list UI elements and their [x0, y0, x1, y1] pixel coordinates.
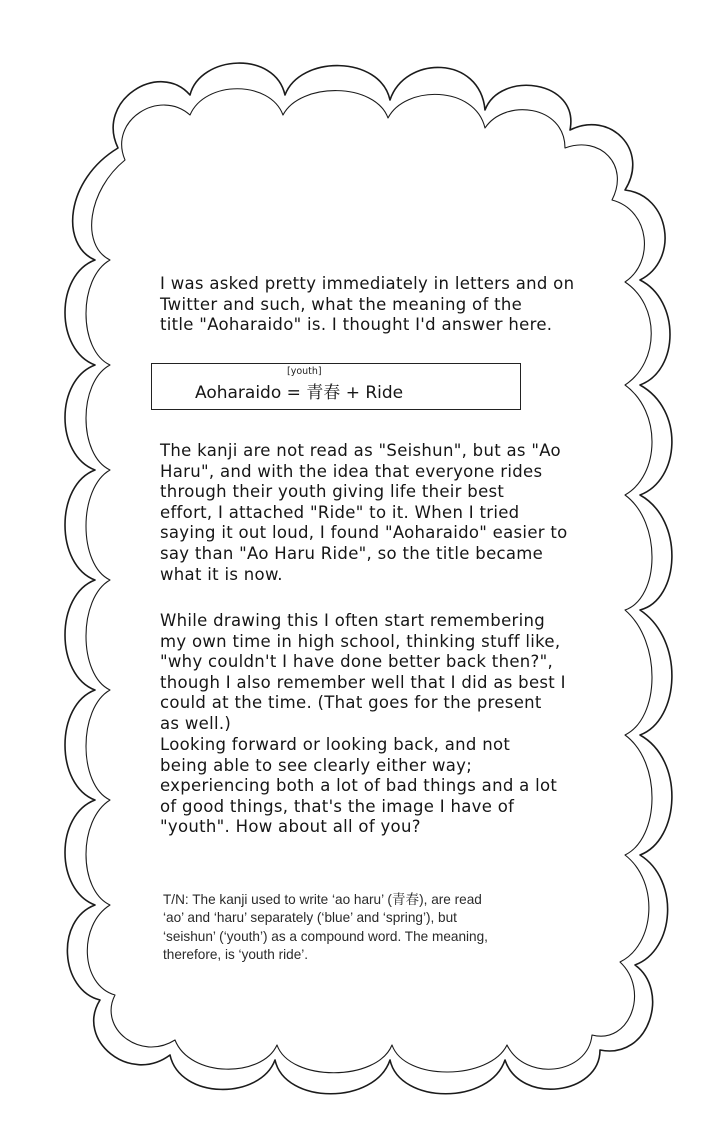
intro-line: title "Aoharaido" is. I thought I'd answer here.: [160, 315, 553, 335]
formula-text: Aoharaido = 青春 + Ride: [195, 383, 404, 403]
intro-line: Twitter and such, what the meaning of the: [160, 294, 523, 314]
explanation-line: saying it out loud, I found "Aoharaido" easier to: [160, 523, 568, 543]
memories-line: as well.): [160, 713, 232, 733]
explanation-line: Haru", and with the idea that everyone rides: [160, 461, 543, 481]
memories-line: though I also remember well that I did as best I: [160, 672, 566, 692]
intro-line: I was asked pretty immediately in letters and on: [160, 274, 575, 293]
explanation-paragraph: [160, 441, 600, 585]
explanation-line: The kanji are not read as "Seishun", but as "Ao: [160, 441, 561, 460]
formula-ruby-annotation: [youth]: [287, 366, 322, 377]
memories-line: While drawing this I often start remembering: [160, 611, 546, 630]
youth-paragraph: [160, 735, 600, 838]
youth-line: of good things, that's the image I have of: [160, 796, 515, 816]
explanation-line: through their youth giving life their best: [160, 482, 505, 502]
explanation-line: say than "Ao Haru Ride", so the title became: [160, 543, 544, 563]
youth-line: Looking forward or looking back, and not: [160, 735, 511, 754]
translator-note-line: ‘seishun’ (‘youth’) as a compound word. The meaning,: [163, 928, 488, 944]
memories-paragraph: [160, 611, 600, 735]
translator-note-line: ‘ao’ and ‘haru’ separately (‘blue’ and ‘spring’), but: [163, 910, 457, 926]
memories-line: could at the time. (That goes for the present: [160, 693, 542, 713]
youth-line: being able to see clearly either way;: [160, 755, 473, 775]
memories-line: "why couldn't I have done better back then?",: [160, 652, 554, 672]
youth-line: "youth". How about all of you?: [160, 817, 421, 837]
memories-line: my own time in high school, thinking stuff like,: [160, 631, 561, 651]
youth-line: experiencing both a lot of bad things and a lot: [160, 776, 558, 796]
translator-note: [163, 891, 613, 965]
translator-note-line: T/N: The kanji used to write ‘ao haru’ (青春), are read: [163, 892, 482, 907]
explanation-line: what it is now.: [160, 564, 283, 584]
intro-paragraph: [160, 274, 600, 336]
explanation-line: effort, I attached "Ride" to it. When I tried: [160, 502, 520, 522]
translator-note-line: therefore, is ‘youth ride’.: [163, 947, 309, 963]
